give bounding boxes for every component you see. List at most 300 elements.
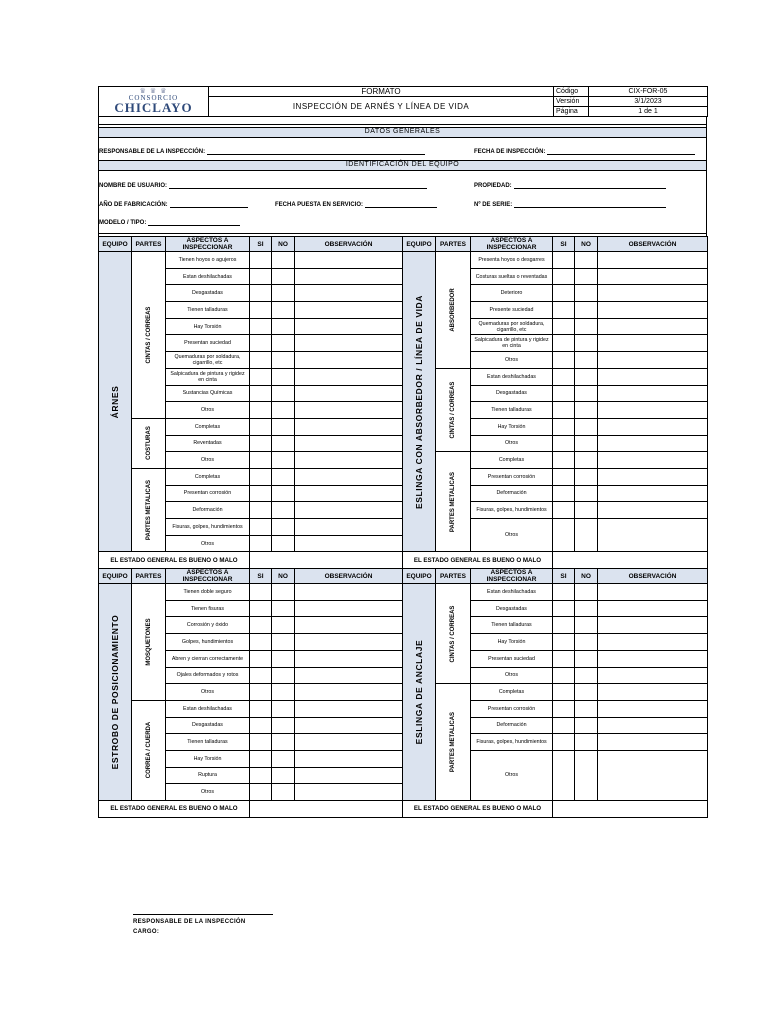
no-checkbox[interactable] bbox=[575, 268, 598, 285]
header-si-left: SI bbox=[250, 569, 272, 584]
no-checkbox[interactable] bbox=[272, 634, 295, 651]
si-checkbox[interactable] bbox=[250, 335, 272, 352]
header-no-left: NO bbox=[272, 237, 295, 252]
observacion-field[interactable] bbox=[295, 750, 403, 767]
no-checkbox[interactable] bbox=[575, 418, 598, 435]
si-checkbox[interactable] bbox=[250, 502, 272, 519]
header-si-right: SI bbox=[553, 569, 575, 584]
aspecto-cell: Otros bbox=[166, 684, 250, 701]
aspecto-cell: Fisuras, golpes, hundimientos bbox=[471, 502, 553, 519]
format-label: FORMATO bbox=[209, 87, 554, 97]
signature-line[interactable] bbox=[133, 914, 273, 915]
estado-general-field-right[interactable] bbox=[553, 552, 708, 569]
observacion-field[interactable] bbox=[598, 684, 708, 701]
equipo-cell-right bbox=[403, 252, 436, 552]
no-checkbox[interactable] bbox=[272, 252, 295, 269]
modelo-field[interactable] bbox=[99, 220, 240, 226]
no-checkbox[interactable] bbox=[272, 584, 295, 601]
observacion-field[interactable] bbox=[598, 650, 708, 667]
observacion-field[interactable] bbox=[598, 717, 708, 734]
modelo-label: MODELO / TIPO: bbox=[99, 220, 147, 226]
aspecto-cell: Estan deshilachadas bbox=[471, 584, 553, 601]
si-checkbox[interactable] bbox=[250, 268, 272, 285]
codigo-label: Código bbox=[554, 87, 589, 97]
observacion-field[interactable] bbox=[598, 468, 708, 485]
observacion-field[interactable] bbox=[295, 335, 403, 352]
si-checkbox[interactable] bbox=[250, 584, 272, 601]
aspecto-cell: Estan deshilachadas bbox=[471, 368, 553, 385]
aspecto-cell: Corrosión y óxido bbox=[166, 617, 250, 634]
header-aspectos-left: ASPECTOS A INSPECCIONAR bbox=[166, 237, 250, 252]
header-aspectos-right: ASPECTOS A INSPECCIONAR bbox=[471, 237, 553, 252]
no-checkbox[interactable] bbox=[272, 600, 295, 617]
observacion-field[interactable] bbox=[295, 352, 403, 369]
observacion-field[interactable] bbox=[295, 535, 403, 552]
observacion-field[interactable] bbox=[295, 767, 403, 784]
si-checkbox[interactable] bbox=[553, 468, 575, 485]
observacion-field[interactable] bbox=[295, 468, 403, 485]
si-checkbox[interactable] bbox=[250, 750, 272, 767]
observacion-field[interactable] bbox=[295, 452, 403, 469]
observacion-field[interactable] bbox=[295, 650, 403, 667]
observacion-field[interactable] bbox=[295, 600, 403, 617]
fecha-servicio-field[interactable] bbox=[275, 202, 437, 208]
equipo-cell-left bbox=[99, 584, 132, 801]
estado-general-label-left: EL ESTADO GENERAL ES BUENO O MALO bbox=[99, 552, 250, 569]
si-checkbox[interactable] bbox=[553, 734, 575, 751]
si-checkbox[interactable] bbox=[553, 368, 575, 385]
header-aspectos-right: ASPECTOS A INSPECCIONAR bbox=[471, 569, 553, 584]
no-checkbox[interactable] bbox=[575, 285, 598, 302]
observacion-field[interactable] bbox=[295, 385, 403, 402]
aspecto-cell: Abren y cierran correctamente bbox=[166, 650, 250, 667]
si-checkbox[interactable] bbox=[553, 335, 575, 352]
si-checkbox[interactable] bbox=[553, 650, 575, 667]
anio-fabricacion-field[interactable] bbox=[99, 202, 248, 208]
aspecto-cell: Otros bbox=[471, 352, 553, 369]
observacion-field[interactable] bbox=[295, 667, 403, 684]
si-checkbox[interactable] bbox=[553, 617, 575, 634]
observacion-field[interactable] bbox=[598, 600, 708, 617]
estado-general-label-left: EL ESTADO GENERAL ES BUENO O MALO bbox=[99, 801, 250, 818]
observacion-field[interactable] bbox=[598, 402, 708, 419]
si-checkbox[interactable] bbox=[250, 650, 272, 667]
aspecto-cell: Reventadas bbox=[166, 435, 250, 452]
no-checkbox[interactable] bbox=[272, 452, 295, 469]
aspecto-cell: Estan deshilachadas bbox=[166, 700, 250, 717]
responsable-field[interactable] bbox=[99, 149, 425, 155]
si-checkbox[interactable] bbox=[250, 285, 272, 302]
si-checkbox[interactable] bbox=[250, 302, 272, 319]
observacion-field[interactable] bbox=[295, 252, 403, 269]
observacion-field[interactable] bbox=[295, 485, 403, 502]
no-checkbox[interactable] bbox=[272, 385, 295, 402]
propiedad-label: PROPIEDAD: bbox=[474, 183, 512, 189]
no-checkbox[interactable] bbox=[272, 402, 295, 419]
no-checkbox[interactable] bbox=[575, 600, 598, 617]
aspecto-cell: Completas bbox=[166, 468, 250, 485]
observacion-field[interactable] bbox=[598, 485, 708, 502]
aspecto-cell: Presentan suciedad bbox=[471, 650, 553, 667]
si-checkbox[interactable] bbox=[250, 368, 272, 385]
no-checkbox[interactable] bbox=[272, 784, 295, 801]
header-equipo-right: EQUIPO bbox=[403, 569, 436, 584]
si-checkbox[interactable] bbox=[250, 684, 272, 701]
aspecto-cell: Tienen hoyos o agujeros bbox=[166, 252, 250, 269]
observacion-field[interactable] bbox=[295, 634, 403, 651]
no-checkbox[interactable] bbox=[575, 700, 598, 717]
si-checkbox[interactable] bbox=[553, 584, 575, 601]
fecha-inspeccion-field[interactable] bbox=[474, 149, 695, 155]
no-checkbox[interactable] bbox=[272, 352, 295, 369]
no-checkbox[interactable] bbox=[272, 285, 295, 302]
observacion-field[interactable] bbox=[295, 784, 403, 801]
estado-general-field-right[interactable] bbox=[553, 801, 708, 818]
aspecto-cell: Deformación bbox=[471, 717, 553, 734]
no-checkbox[interactable] bbox=[272, 519, 295, 536]
no-checkbox[interactable] bbox=[272, 302, 295, 319]
usuario-field[interactable] bbox=[99, 183, 427, 189]
fecha-servicio-label: FECHA PUESTA EN SERVICIO: bbox=[275, 202, 364, 208]
si-checkbox[interactable] bbox=[250, 734, 272, 751]
si-checkbox[interactable] bbox=[250, 700, 272, 717]
no-checkbox[interactable] bbox=[272, 318, 295, 335]
no-checkbox[interactable] bbox=[575, 519, 598, 552]
observacion-field[interactable] bbox=[295, 700, 403, 717]
si-checkbox[interactable] bbox=[553, 667, 575, 684]
no-checkbox[interactable] bbox=[272, 502, 295, 519]
no-checkbox[interactable] bbox=[575, 302, 598, 319]
equipo-cell-right bbox=[403, 584, 436, 801]
header-si-right: SI bbox=[553, 237, 575, 252]
aspecto-cell: Deterioro bbox=[471, 285, 553, 302]
no-checkbox[interactable] bbox=[575, 318, 598, 335]
inspection-table bbox=[98, 236, 708, 818]
logo-text-top: CONSORCIO bbox=[128, 94, 179, 102]
observacion-field[interactable] bbox=[598, 285, 708, 302]
no-checkbox[interactable] bbox=[272, 535, 295, 552]
observacion-field[interactable] bbox=[295, 302, 403, 319]
aspecto-cell: Otros bbox=[471, 750, 553, 800]
si-checkbox[interactable] bbox=[553, 418, 575, 435]
si-checkbox[interactable] bbox=[553, 352, 575, 369]
observacion-field[interactable] bbox=[295, 418, 403, 435]
observacion-field[interactable] bbox=[295, 734, 403, 751]
observacion-field[interactable] bbox=[598, 667, 708, 684]
partes-cell bbox=[436, 584, 471, 684]
si-checkbox[interactable] bbox=[553, 519, 575, 552]
no-checkbox[interactable] bbox=[272, 268, 295, 285]
document-title: INSPECCIÓN DE ARNÉS Y LÍNEA DE VIDA bbox=[209, 97, 554, 117]
observacion-field[interactable] bbox=[295, 717, 403, 734]
aspecto-cell: Presenta hoyos o desgarres bbox=[471, 252, 553, 269]
observacion-field[interactable] bbox=[598, 750, 708, 800]
no-checkbox[interactable] bbox=[272, 767, 295, 784]
si-checkbox[interactable] bbox=[250, 435, 272, 452]
partes-label: CINTAS / CORREAS bbox=[449, 381, 456, 439]
observacion-field[interactable] bbox=[295, 318, 403, 335]
aspecto-cell: Quemaduras por soldadura, cigarrillo, etc bbox=[166, 352, 250, 369]
partes-cell bbox=[132, 252, 166, 419]
si-checkbox[interactable] bbox=[250, 600, 272, 617]
no-checkbox[interactable] bbox=[575, 368, 598, 385]
no-checkbox[interactable] bbox=[575, 717, 598, 734]
aspecto-cell: Otros bbox=[166, 402, 250, 419]
observacion-field[interactable] bbox=[295, 268, 403, 285]
header-partes-left: PARTES bbox=[132, 237, 166, 252]
datos-generales-band: DATOS GENERALES bbox=[98, 127, 707, 138]
aspecto-cell: Ruptura bbox=[166, 767, 250, 784]
no-checkbox[interactable] bbox=[272, 650, 295, 667]
observacion-field[interactable] bbox=[295, 435, 403, 452]
equipo-label: ESLINGA CON ABSORBEDOR / LÍNEA DE VIDA bbox=[414, 294, 424, 509]
equipo-cell-left bbox=[99, 252, 132, 552]
si-checkbox[interactable] bbox=[553, 700, 575, 717]
aspecto-cell: Desgastadas bbox=[166, 717, 250, 734]
no-checkbox[interactable] bbox=[575, 485, 598, 502]
partes-cell bbox=[436, 252, 471, 369]
aspecto-cell: Presentan corrosión bbox=[166, 485, 250, 502]
aspecto-cell: Otros bbox=[471, 667, 553, 684]
si-checkbox[interactable] bbox=[250, 767, 272, 784]
aspecto-cell: Fisuras, golpes, hundimientos bbox=[471, 734, 553, 751]
partes-cell bbox=[436, 684, 471, 801]
si-checkbox[interactable] bbox=[250, 418, 272, 435]
partes-cell bbox=[132, 700, 166, 800]
si-checkbox[interactable] bbox=[553, 600, 575, 617]
no-checkbox[interactable] bbox=[575, 684, 598, 701]
aspecto-cell: Salpicadura de pintura y rigidez en cinta bbox=[471, 335, 553, 352]
no-checkbox[interactable] bbox=[272, 684, 295, 701]
no-checkbox[interactable] bbox=[575, 634, 598, 651]
si-checkbox[interactable] bbox=[250, 252, 272, 269]
equipo-label: ESTROBO DE POSICIONAMIENTO bbox=[110, 614, 120, 770]
header-si-left: SI bbox=[250, 237, 272, 252]
observacion-field[interactable] bbox=[598, 502, 708, 519]
si-checkbox[interactable] bbox=[250, 318, 272, 335]
partes-cell bbox=[132, 418, 166, 468]
si-checkbox[interactable] bbox=[553, 452, 575, 469]
header-no-right: NO bbox=[575, 237, 598, 252]
si-checkbox[interactable] bbox=[250, 667, 272, 684]
observacion-field[interactable] bbox=[598, 734, 708, 751]
inspection-form bbox=[98, 86, 707, 818]
pagina-label: Página bbox=[554, 107, 589, 117]
no-checkbox[interactable] bbox=[272, 750, 295, 767]
si-checkbox[interactable] bbox=[250, 535, 272, 552]
aspecto-cell: Fisuras, golpes, hundimientos bbox=[166, 519, 250, 536]
no-checkbox[interactable] bbox=[575, 402, 598, 419]
si-checkbox[interactable] bbox=[553, 252, 575, 269]
propiedad-field[interactable] bbox=[474, 183, 666, 189]
no-checkbox[interactable] bbox=[575, 502, 598, 519]
equipo-label: ÁRNES bbox=[110, 385, 120, 419]
no-checkbox[interactable] bbox=[272, 418, 295, 435]
no-checkbox[interactable] bbox=[575, 734, 598, 751]
aspecto-cell: Tienen talladuras bbox=[471, 617, 553, 634]
observacion-field[interactable] bbox=[295, 684, 403, 701]
aspecto-cell: Golpes, hundimientos bbox=[166, 634, 250, 651]
no-checkbox[interactable] bbox=[575, 452, 598, 469]
estado-general-field-left[interactable] bbox=[250, 801, 403, 818]
si-checkbox[interactable] bbox=[250, 784, 272, 801]
aspecto-cell: Deformación bbox=[471, 485, 553, 502]
no-checkbox[interactable] bbox=[272, 435, 295, 452]
no-checkbox[interactable] bbox=[575, 584, 598, 601]
aspecto-cell: Otros bbox=[471, 519, 553, 552]
observacion-field[interactable] bbox=[598, 435, 708, 452]
si-checkbox[interactable] bbox=[250, 634, 272, 651]
anio-fabricacion-label: AÑO DE FABRICACIÓN: bbox=[99, 202, 168, 208]
aspecto-cell: Otros bbox=[166, 452, 250, 469]
company-logo bbox=[99, 87, 209, 117]
no-checkbox[interactable] bbox=[575, 617, 598, 634]
observacion-field[interactable] bbox=[598, 335, 708, 352]
si-checkbox[interactable] bbox=[250, 717, 272, 734]
no-checkbox[interactable] bbox=[575, 650, 598, 667]
partes-label: PARTES METALICAS bbox=[449, 471, 456, 532]
si-checkbox[interactable] bbox=[553, 634, 575, 651]
no-checkbox[interactable] bbox=[575, 335, 598, 352]
header-equipo-left: EQUIPO bbox=[99, 237, 132, 252]
estado-general-field-left[interactable] bbox=[250, 552, 403, 569]
header-observacion-left: OBSERVACIÓN bbox=[295, 569, 403, 584]
partes-label: CINTAS / CORREAS bbox=[145, 306, 152, 364]
observacion-field[interactable] bbox=[598, 634, 708, 651]
observacion-field[interactable] bbox=[598, 519, 708, 552]
fecha-inspeccion-label: FECHA DE INSPECCIÓN: bbox=[474, 149, 546, 155]
no-checkbox[interactable] bbox=[575, 468, 598, 485]
no-checkbox[interactable] bbox=[575, 252, 598, 269]
observacion-field[interactable] bbox=[295, 502, 403, 519]
observacion-field[interactable] bbox=[295, 617, 403, 634]
no-checkbox[interactable] bbox=[575, 352, 598, 369]
aspecto-cell: Presentan suciedad bbox=[166, 335, 250, 352]
no-checkbox[interactable] bbox=[272, 368, 295, 385]
version-label: Versión bbox=[554, 97, 589, 107]
header-observacion-right: OBSERVACIÓN bbox=[598, 237, 708, 252]
observacion-field[interactable] bbox=[598, 352, 708, 369]
aspecto-cell: Completas bbox=[166, 418, 250, 435]
observacion-field[interactable] bbox=[598, 368, 708, 385]
si-checkbox[interactable] bbox=[553, 485, 575, 502]
observacion-field[interactable] bbox=[598, 584, 708, 601]
partes-cell bbox=[132, 468, 166, 551]
observacion-field[interactable] bbox=[295, 402, 403, 419]
no-checkbox[interactable] bbox=[272, 335, 295, 352]
observacion-field[interactable] bbox=[598, 700, 708, 717]
header-equipo-right: EQUIPO bbox=[403, 237, 436, 252]
aspecto-cell: Tienen fisuras bbox=[166, 600, 250, 617]
si-checkbox[interactable] bbox=[553, 502, 575, 519]
si-checkbox[interactable] bbox=[250, 385, 272, 402]
si-checkbox[interactable] bbox=[250, 519, 272, 536]
si-checkbox[interactable] bbox=[250, 617, 272, 634]
observacion-field[interactable] bbox=[598, 385, 708, 402]
si-checkbox[interactable] bbox=[553, 385, 575, 402]
aspecto-cell: Hay Torsión bbox=[471, 634, 553, 651]
aspecto-cell: Hay Torsión bbox=[166, 750, 250, 767]
aspecto-cell: Presente suciedad bbox=[471, 302, 553, 319]
observacion-field[interactable] bbox=[598, 252, 708, 269]
si-checkbox[interactable] bbox=[553, 435, 575, 452]
header-observacion-right: OBSERVACIÓN bbox=[598, 569, 708, 584]
si-checkbox[interactable] bbox=[553, 717, 575, 734]
si-checkbox[interactable] bbox=[250, 485, 272, 502]
header-observacion-left: OBSERVACIÓN bbox=[295, 237, 403, 252]
identificacion-band: IDENTIFICACIÓN DEL EQUIPO bbox=[98, 160, 707, 171]
aspecto-cell: Quemaduras por soldadura, cigarrillo, etc bbox=[471, 318, 553, 335]
aspecto-cell: Hay Torsión bbox=[471, 418, 553, 435]
serie-label: Nº DE SERIE: bbox=[474, 202, 513, 208]
inspection-row bbox=[99, 252, 708, 269]
observacion-field[interactable] bbox=[295, 584, 403, 601]
si-checkbox[interactable] bbox=[553, 268, 575, 285]
no-checkbox[interactable] bbox=[575, 667, 598, 684]
no-checkbox[interactable] bbox=[575, 435, 598, 452]
si-checkbox[interactable] bbox=[553, 750, 575, 800]
aspecto-cell: Sustancias Químicas bbox=[166, 385, 250, 402]
si-checkbox[interactable] bbox=[553, 318, 575, 335]
aspecto-cell: Tienen talladuras bbox=[471, 402, 553, 419]
no-checkbox[interactable] bbox=[575, 385, 598, 402]
estado-general-row bbox=[99, 801, 708, 818]
serie-field[interactable] bbox=[474, 202, 666, 208]
partes-cell bbox=[132, 584, 166, 701]
observacion-field[interactable] bbox=[598, 418, 708, 435]
column-header-row bbox=[99, 569, 708, 584]
no-checkbox[interactable] bbox=[272, 468, 295, 485]
no-checkbox[interactable] bbox=[272, 700, 295, 717]
general-data-area bbox=[98, 138, 707, 160]
aspecto-cell: Otros bbox=[166, 535, 250, 552]
aspecto-cell: Salpicadura de pintura y rigidez en cinta bbox=[166, 368, 250, 385]
inspection-row bbox=[99, 584, 708, 601]
observacion-field[interactable] bbox=[295, 368, 403, 385]
signature-responsable-label: RESPONSABLE DE LA INSPECCIÓN bbox=[133, 919, 246, 925]
si-checkbox[interactable] bbox=[553, 402, 575, 419]
estado-general-row bbox=[99, 552, 708, 569]
aspecto-cell: Hay Torsión bbox=[166, 318, 250, 335]
no-checkbox[interactable] bbox=[272, 717, 295, 734]
no-checkbox[interactable] bbox=[272, 667, 295, 684]
crown-icon: ♛ ♛ ♛ bbox=[139, 88, 168, 95]
column-header-row bbox=[99, 237, 708, 252]
observacion-field[interactable] bbox=[598, 318, 708, 335]
header-equipo-left: EQUIPO bbox=[99, 569, 132, 584]
si-checkbox[interactable] bbox=[250, 452, 272, 469]
si-checkbox[interactable] bbox=[553, 285, 575, 302]
no-checkbox[interactable] bbox=[272, 617, 295, 634]
si-checkbox[interactable] bbox=[553, 684, 575, 701]
si-checkbox[interactable] bbox=[553, 302, 575, 319]
si-checkbox[interactable] bbox=[250, 352, 272, 369]
observacion-field[interactable] bbox=[598, 617, 708, 634]
no-checkbox[interactable] bbox=[272, 485, 295, 502]
observacion-field[interactable] bbox=[295, 519, 403, 536]
estado-general-label-right: EL ESTADO GENERAL ES BUENO O MALO bbox=[403, 552, 553, 569]
no-checkbox[interactable] bbox=[272, 734, 295, 751]
no-checkbox[interactable] bbox=[575, 750, 598, 800]
partes-label: PARTES METALICAS bbox=[145, 480, 152, 541]
observacion-field[interactable] bbox=[598, 302, 708, 319]
si-checkbox[interactable] bbox=[250, 402, 272, 419]
si-checkbox[interactable] bbox=[250, 468, 272, 485]
partes-label: ABSORBEDOR bbox=[449, 288, 456, 332]
observacion-field[interactable] bbox=[598, 268, 708, 285]
observacion-field[interactable] bbox=[598, 452, 708, 469]
observacion-field[interactable] bbox=[295, 285, 403, 302]
